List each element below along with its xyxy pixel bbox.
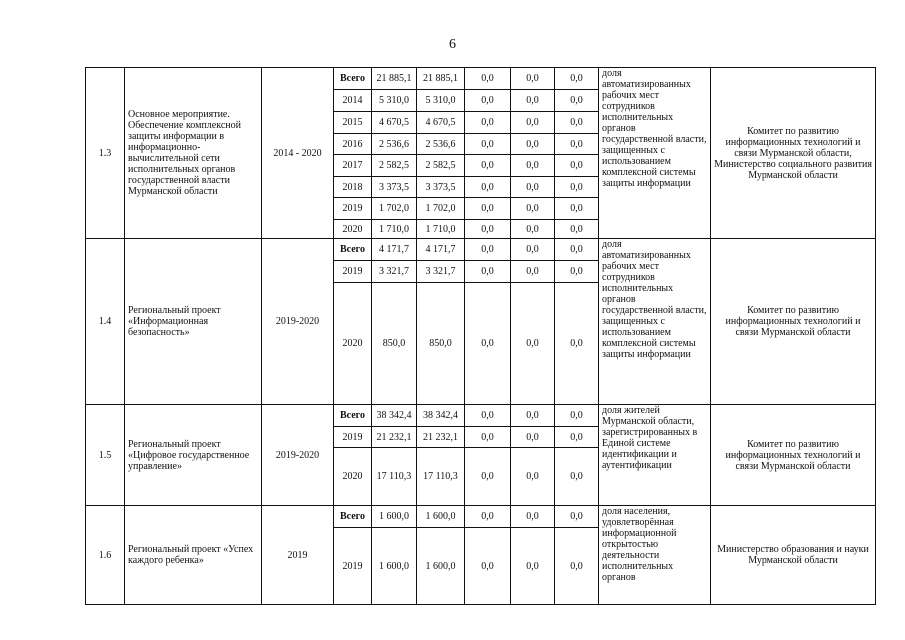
value-cell: 0,0 xyxy=(555,177,599,198)
page-number: 6 xyxy=(449,37,456,52)
value-cell: 21 885,1 xyxy=(372,68,417,90)
value-cell: 2 582,5 xyxy=(372,155,417,177)
item-executor: Комитет по развитию информационных технологий и связи Мурманской области xyxy=(711,405,876,506)
value-cell: 0,0 xyxy=(511,177,555,198)
year-cell: 2014 xyxy=(334,90,372,112)
value-cell: 0,0 xyxy=(511,427,555,448)
value-cell: 4 670,5 xyxy=(417,112,465,134)
value-cell: 3 321,7 xyxy=(417,261,465,283)
item-indicator: доля автоматизированных рабочих мест сотрудников исполнительных органов государственной власти, защищенных с использованием комплексной системы защиты информации xyxy=(599,68,711,239)
year-cell: Всего xyxy=(334,405,372,427)
value-cell: 3 321,7 xyxy=(372,261,417,283)
value-cell: 0,0 xyxy=(511,506,555,528)
value-cell: 1 600,0 xyxy=(417,528,465,605)
value-cell: 0,0 xyxy=(511,112,555,134)
value-cell: 0,0 xyxy=(511,155,555,177)
item-executor: Комитет по развитию информационных технологий и связи Мурманской области xyxy=(711,239,876,405)
value-cell: 0,0 xyxy=(555,112,599,134)
item-name: Основное мероприятие. Обеспечение комплексной защиты информации в информационно-вычислительной сети исполнительных органов государственной власти Мурманской области xyxy=(125,68,262,239)
item-period: 2019 xyxy=(262,506,334,605)
item-executor: Комитет по развитию информационных технологий и связи Мурманской области, Министерство социального развития Мурманской области xyxy=(711,68,876,239)
value-cell: 3 373,5 xyxy=(417,177,465,198)
value-cell: 0,0 xyxy=(555,427,599,448)
year-cell: 2019 xyxy=(334,528,372,605)
value-cell: 0,0 xyxy=(555,68,599,90)
item-indicator: доля населения, удовлетворённая информационной открытостью деятельности исполнительных органов xyxy=(599,506,711,605)
value-cell: 5 310,0 xyxy=(417,90,465,112)
value-cell: 0,0 xyxy=(555,155,599,177)
value-cell: 1 710,0 xyxy=(417,220,465,239)
item-indicator: доля автоматизированных рабочих мест сотрудников исполнительных органов государственной власти, защищенных с использованием комплексной системы защиты информации xyxy=(599,239,711,405)
value-cell: 21 232,1 xyxy=(417,427,465,448)
value-cell: 0,0 xyxy=(465,283,511,405)
year-cell: 2015 xyxy=(334,112,372,134)
item-name: Региональный проект «Информационная безопасность» xyxy=(125,239,262,405)
table-body xyxy=(86,68,876,605)
value-cell: 0,0 xyxy=(511,283,555,405)
year-cell: Всего xyxy=(334,506,372,528)
value-cell: 0,0 xyxy=(555,506,599,528)
year-cell: 2020 xyxy=(334,448,372,506)
value-cell: 0,0 xyxy=(555,239,599,261)
item-period: 2019-2020 xyxy=(262,405,334,506)
table-row xyxy=(86,405,876,427)
value-cell: 0,0 xyxy=(465,198,511,220)
item-number: 1.4 xyxy=(86,239,125,405)
value-cell: 17 110,3 xyxy=(372,448,417,506)
value-cell: 0,0 xyxy=(465,261,511,283)
value-cell: 1 710,0 xyxy=(372,220,417,239)
value-cell: 0,0 xyxy=(511,90,555,112)
value-cell: 17 110,3 xyxy=(417,448,465,506)
value-cell: 0,0 xyxy=(511,68,555,90)
value-cell: 5 310,0 xyxy=(372,90,417,112)
value-cell: 0,0 xyxy=(465,134,511,155)
value-cell: 0,0 xyxy=(555,283,599,405)
item-name: Региональный проект «Цифровое государственное управление» xyxy=(125,405,262,506)
value-cell: 0,0 xyxy=(465,68,511,90)
value-cell: 4 171,7 xyxy=(417,239,465,261)
value-cell: 1 702,0 xyxy=(372,198,417,220)
value-cell: 850,0 xyxy=(417,283,465,405)
value-cell: 2 582,5 xyxy=(417,155,465,177)
item-indicator: доля жителей Мурманской области, зарегистрированных в Единой системе идентификации и аутентификации xyxy=(599,405,711,506)
value-cell: 0,0 xyxy=(511,261,555,283)
value-cell: 0,0 xyxy=(511,198,555,220)
year-cell: 2020 xyxy=(334,220,372,239)
year-cell: 2019 xyxy=(334,198,372,220)
value-cell: 0,0 xyxy=(465,448,511,506)
value-cell: 2 536,6 xyxy=(372,134,417,155)
value-cell: 0,0 xyxy=(511,134,555,155)
item-executor: Министерство образования и науки Мурманской области xyxy=(711,506,876,605)
table-row xyxy=(86,68,876,90)
value-cell: 0,0 xyxy=(511,528,555,605)
year-cell: 2017 xyxy=(334,155,372,177)
value-cell: 21 232,1 xyxy=(372,427,417,448)
item-number: 1.6 xyxy=(86,506,125,605)
value-cell: 0,0 xyxy=(555,134,599,155)
value-cell: 0,0 xyxy=(465,506,511,528)
value-cell: 38 342,4 xyxy=(417,405,465,427)
value-cell: 0,0 xyxy=(511,239,555,261)
value-cell: 1 600,0 xyxy=(372,506,417,528)
item-number: 1.3 xyxy=(86,68,125,239)
table-row xyxy=(86,239,876,261)
item-name: Региональный проект «Успех каждого ребенка» xyxy=(125,506,262,605)
value-cell: 0,0 xyxy=(555,198,599,220)
year-cell: Всего xyxy=(334,68,372,90)
year-cell: Всего xyxy=(334,239,372,261)
year-cell: 2016 xyxy=(334,134,372,155)
value-cell: 0,0 xyxy=(511,448,555,506)
value-cell: 4 171,7 xyxy=(372,239,417,261)
value-cell: 0,0 xyxy=(465,239,511,261)
value-cell: 850,0 xyxy=(372,283,417,405)
value-cell: 2 536,6 xyxy=(417,134,465,155)
value-cell: 1 702,0 xyxy=(417,198,465,220)
value-cell: 38 342,4 xyxy=(372,405,417,427)
value-cell: 0,0 xyxy=(555,90,599,112)
value-cell: 0,0 xyxy=(465,220,511,239)
value-cell: 0,0 xyxy=(555,405,599,427)
year-cell: 2020 xyxy=(334,283,372,405)
value-cell: 0,0 xyxy=(555,261,599,283)
value-cell: 0,0 xyxy=(465,90,511,112)
value-cell: 0,0 xyxy=(555,448,599,506)
item-number: 1.5 xyxy=(86,405,125,506)
program-table xyxy=(85,67,876,605)
value-cell: 0,0 xyxy=(555,220,599,239)
year-cell: 2019 xyxy=(334,427,372,448)
value-cell: 0,0 xyxy=(465,405,511,427)
value-cell: 4 670,5 xyxy=(372,112,417,134)
value-cell: 1 600,0 xyxy=(372,528,417,605)
value-cell: 0,0 xyxy=(511,220,555,239)
value-cell: 0,0 xyxy=(465,177,511,198)
value-cell: 3 373,5 xyxy=(372,177,417,198)
table-row xyxy=(86,506,876,528)
value-cell: 0,0 xyxy=(511,405,555,427)
value-cell: 21 885,1 xyxy=(417,68,465,90)
value-cell: 0,0 xyxy=(555,528,599,605)
item-period: 2019-2020 xyxy=(262,239,334,405)
item-period: 2014 - 2020 xyxy=(262,68,334,239)
year-cell: 2019 xyxy=(334,261,372,283)
value-cell: 0,0 xyxy=(465,528,511,605)
value-cell: 1 600,0 xyxy=(417,506,465,528)
value-cell: 0,0 xyxy=(465,427,511,448)
value-cell: 0,0 xyxy=(465,112,511,134)
value-cell: 0,0 xyxy=(465,155,511,177)
year-cell: 2018 xyxy=(334,177,372,198)
